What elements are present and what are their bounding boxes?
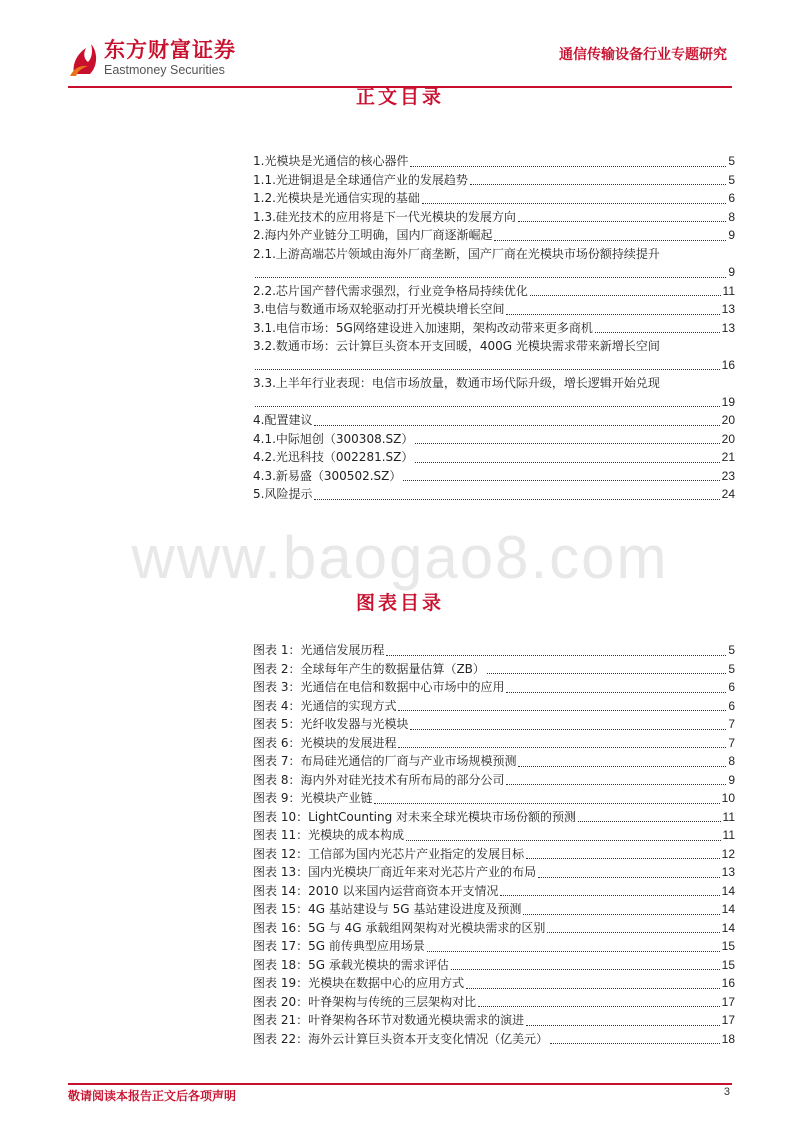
figure-entry[interactable]: [253, 771, 735, 790]
figure-entry-page: 16: [721, 976, 735, 990]
toc-entry-label: 1.1.光进铜退是全球通信产业的发展趋势: [253, 172, 468, 187]
toc-entry-label: 5.风险提示: [253, 487, 313, 501]
disclaimer-note: 敬请阅读本报告正文后各项声明: [68, 1089, 237, 1103]
figure-entry-label: 图表 13：国内光模块厂商近年来对光芯片产业的布局: [253, 865, 537, 879]
toc-entry[interactable]: [253, 374, 735, 393]
toc-entry[interactable]: [253, 152, 735, 171]
figure-entry-page: 9: [728, 772, 735, 787]
toc-entry-label: 3.1.电信市场：5G网络建设进入加速期，架构改动带来更多商机: [253, 320, 593, 335]
figure-entry-page: 15: [721, 957, 735, 972]
figure-entry-label: 图表 8：海内外对硅光技术有所布局的部分公司: [253, 772, 505, 787]
figure-entry-label: 图表 4：光通信的实现方式: [253, 698, 397, 713]
figure-entry[interactable]: [253, 1011, 735, 1030]
dot-leader: [506, 772, 726, 785]
figure-entry-label: 图表 14：2010 以来国内运营商资本开支情况: [253, 883, 499, 898]
dot-leader: [422, 191, 726, 204]
figure-entry-label: 图表 5：光纤收发器与光模块: [253, 717, 409, 731]
figure-entry[interactable]: [253, 956, 735, 975]
brand-logo: [68, 38, 236, 78]
toc-entry-page: 9: [728, 228, 735, 242]
toc-entry-page: 21: [721, 450, 735, 464]
figure-entry-page: 6: [728, 680, 735, 694]
figure-entry-page: 5: [728, 643, 735, 657]
figure-entry[interactable]: [253, 808, 735, 827]
figure-entry-page: 17: [721, 994, 735, 1009]
toc-entry-label: 3.3.上半年行业表现：电信市场放量，数通市场代际升级，增长逻辑开始兑现: [253, 376, 660, 390]
figure-entry-label: 图表 12：工信部为国内光芯片产业指定的发展目标: [253, 846, 525, 861]
figure-entry-label: 图表 18：5G 承载光模块的需求评估: [253, 957, 449, 972]
figure-entry-label: 图表 11：光模块的成本构成: [253, 828, 405, 842]
dot-leader: [506, 302, 719, 315]
figure-list-heading: 图表目录: [355, 592, 444, 614]
figure-entry-label: 图表 10：LightCounting 对未来全球光模块市场份额的预测: [253, 809, 577, 824]
figure-entry-page: 11: [722, 828, 735, 842]
toc-entry[interactable]: [253, 485, 735, 504]
toc-entry-label: 1.2.光模块是光通信实现的基础: [253, 191, 420, 205]
dot-leader: [530, 283, 721, 296]
toc-entry-page: 19: [721, 394, 735, 409]
figure-entry[interactable]: [253, 1030, 735, 1049]
toc-entry[interactable]: [253, 337, 735, 356]
figure-entry-label: 图表 16：5G 与 4G 承载组网架构对光模块需求的区别: [253, 920, 546, 935]
dot-leader: [494, 228, 726, 241]
figure-entry[interactable]: [253, 678, 735, 697]
footer-divider: [68, 1083, 732, 1085]
toc-heading: 正文目录: [355, 86, 444, 108]
dot-leader: [374, 791, 719, 804]
dot-leader: [451, 957, 720, 970]
figure-entry-label: 图表 15：4G 基站建设与 5G 基站建设进度及预测: [253, 902, 522, 916]
dot-leader: [410, 717, 726, 730]
figure-entry-page: 8: [728, 754, 735, 768]
dot-leader: [314, 413, 719, 426]
toc-entry[interactable]: [253, 467, 735, 486]
toc-entry-continuation[interactable]: [253, 356, 735, 375]
toc-entry[interactable]: [253, 300, 735, 319]
dot-leader: [398, 698, 726, 711]
figure-entry-label: 图表 9：光模块产业链: [253, 791, 373, 805]
figure-entry-page: 14: [721, 902, 735, 916]
dot-leader: [518, 754, 726, 767]
dot-leader: [538, 865, 720, 878]
toc-entry-page: 5: [728, 154, 735, 168]
toc-entry-label: 2.海内外产业链分工明确，国内厂商逐渐崛起: [253, 228, 493, 242]
figure-entry[interactable]: [253, 641, 735, 660]
toc-entry[interactable]: [253, 189, 735, 208]
logo-chinese-text: 东方财富证券: [104, 38, 236, 62]
dot-leader: [595, 320, 720, 333]
toc-entry-label: 2.2.芯片国产替代需求强烈，行业竞争格局持续优化: [253, 283, 528, 298]
figure-entry-label: 图表 1：光通信发展历程: [253, 643, 385, 657]
dot-leader: [550, 1031, 720, 1044]
dot-leader: [415, 431, 719, 444]
figure-entry[interactable]: [253, 752, 735, 771]
figure-entry-label: 图表 7：布局硅光通信的厂商与产业市场规模预测: [253, 754, 517, 768]
figure-entry-label: 图表 20：叶脊架构与传统的三层架构对比: [253, 994, 477, 1009]
figure-entry[interactable]: [253, 845, 735, 864]
dot-leader: [410, 154, 726, 167]
dot-leader: [427, 939, 720, 952]
toc-entry-page: 8: [728, 209, 735, 224]
figure-entry-label: 图表 6：光模块的发展进程: [253, 735, 397, 750]
figure-entry-page: 17: [721, 1013, 735, 1027]
figure-entry-page: 10: [721, 791, 735, 805]
dot-leader: [506, 680, 726, 693]
toc-entry-continuation[interactable]: [253, 263, 735, 282]
dot-leader: [386, 643, 726, 656]
toc-entry-label: 4.配置建议: [253, 413, 313, 427]
toc-entry[interactable]: [253, 411, 735, 430]
figure-entry-label: 图表 2：全球每年产生的数据量估算（ZB）: [253, 661, 485, 676]
report-type-title: 通信传输设备行业专题研究: [559, 47, 727, 63]
figure-entry[interactable]: [253, 660, 735, 679]
figure-entry[interactable]: [253, 900, 735, 919]
toc-entry-page: 11: [722, 283, 735, 298]
dot-leader: [578, 809, 720, 822]
toc-entry-label: 1.光模块是光通信的核心器件: [253, 154, 409, 168]
figure-entry-label: 图表 21：叶脊架构各环节对数通光模块需求的演进: [253, 1013, 525, 1027]
toc-entry[interactable]: [253, 245, 735, 264]
toc-entry-page: 13: [721, 320, 735, 335]
figure-entry[interactable]: [253, 993, 735, 1012]
figure-entry-label: 图表 3：光通信在电信和数据中心市场中的应用: [253, 680, 505, 694]
dot-leader: [415, 450, 719, 463]
figure-entry-page: 11: [722, 809, 735, 824]
figure-entry-label: 图表 22：海外云计算巨头资本开支变化情况（亿美元）: [253, 1031, 549, 1046]
toc-entry-label: 2.1.上游高端芯片领域由海外厂商垄断，国产厂商在光模块市场份额持续提升: [253, 246, 660, 261]
dot-leader: [500, 883, 719, 896]
toc-entry-page: 16: [721, 357, 735, 372]
figure-entry[interactable]: [253, 734, 735, 753]
dot-leader: [526, 846, 720, 859]
toc-entry-label: 3.电信与数通市场双轮驱动打开光模块增长空间: [253, 302, 505, 316]
watermark: www.baogao8.com: [131, 524, 669, 591]
dot-leader: [487, 661, 726, 674]
figure-entry-label: 图表 17：5G 前传典型应用场景: [253, 939, 425, 953]
dot-leader: [478, 994, 720, 1007]
figure-entry[interactable]: [253, 919, 735, 938]
figure-entry[interactable]: [253, 697, 735, 716]
dot-leader: [466, 976, 720, 989]
toc-list: [253, 152, 735, 504]
toc-entry-label: 4.3.新易盛（300502.SZ）: [253, 468, 402, 483]
dot-leader: [518, 209, 726, 222]
dot-leader: [255, 265, 726, 278]
dot-leader: [547, 920, 719, 933]
page-header: [0, 0, 800, 90]
figure-entry[interactable]: [253, 715, 735, 734]
toc-entry[interactable]: [253, 226, 735, 245]
dot-leader: [523, 902, 719, 915]
toc-entry[interactable]: [253, 282, 735, 301]
figure-entry-page: 7: [728, 735, 735, 750]
toc-entry[interactable]: [253, 448, 735, 467]
eastmoney-logo-icon: [68, 38, 98, 78]
figure-entry[interactable]: [253, 863, 735, 882]
figure-entry-page: 13: [721, 865, 735, 879]
figure-entry-page: 14: [721, 883, 735, 898]
figure-list: [253, 641, 735, 1048]
toc-entry-continuation[interactable]: [253, 393, 735, 412]
figure-entry-page: 5: [728, 661, 735, 676]
toc-entry-label: 1.3.硅光技术的应用将是下一代光模块的发展方向: [253, 209, 516, 224]
toc-entry-page: 20: [721, 413, 735, 427]
dot-leader: [403, 468, 719, 481]
dot-leader: [526, 1013, 720, 1026]
dot-leader: [314, 487, 719, 500]
toc-entry[interactable]: [253, 319, 735, 338]
toc-entry-page: 24: [721, 487, 735, 501]
figure-entry-page: 15: [721, 939, 735, 953]
toc-entry[interactable]: [253, 430, 735, 449]
figure-entry-page: 6: [728, 698, 735, 713]
dot-leader: [406, 828, 720, 841]
toc-entry-page: 9: [728, 265, 735, 279]
figure-entry[interactable]: [253, 789, 735, 808]
toc-entry-page: 23: [721, 468, 735, 483]
dot-leader: [470, 172, 726, 185]
toc-entry-page: 13: [721, 302, 735, 316]
figure-entry[interactable]: [253, 937, 735, 956]
dot-leader: [255, 357, 720, 370]
figure-entry-page: 12: [721, 846, 735, 861]
logo-english-text: Eastmoney Securities: [104, 63, 225, 77]
toc-entry-label: 4.1.中际旭创（300308.SZ）: [253, 431, 414, 446]
figure-entry-page: 14: [721, 920, 735, 935]
figure-entry[interactable]: [253, 826, 735, 845]
figure-entry-label: 图表 19：光模块在数据中心的应用方式: [253, 976, 465, 990]
figure-entry-page: 18: [721, 1031, 735, 1046]
toc-entry-page: 6: [728, 191, 735, 205]
toc-entry-label: 3.2.数通市场：云计算巨头资本开支回暖，400G 光模块需求带来新增长空间: [253, 339, 660, 353]
figure-entry-page: 7: [728, 717, 735, 731]
toc-entry-page: 20: [721, 431, 735, 446]
toc-entry[interactable]: [253, 208, 735, 227]
dot-leader: [255, 394, 720, 407]
figure-entry[interactable]: [253, 882, 735, 901]
dot-leader: [398, 735, 726, 748]
toc-entry-page: 5: [728, 172, 735, 187]
figure-entry[interactable]: [253, 974, 735, 993]
toc-entry-label: 4.2.光迅科技（002281.SZ）: [253, 450, 414, 464]
toc-entry[interactable]: [253, 171, 735, 190]
page-number: 3: [723, 1086, 730, 1098]
